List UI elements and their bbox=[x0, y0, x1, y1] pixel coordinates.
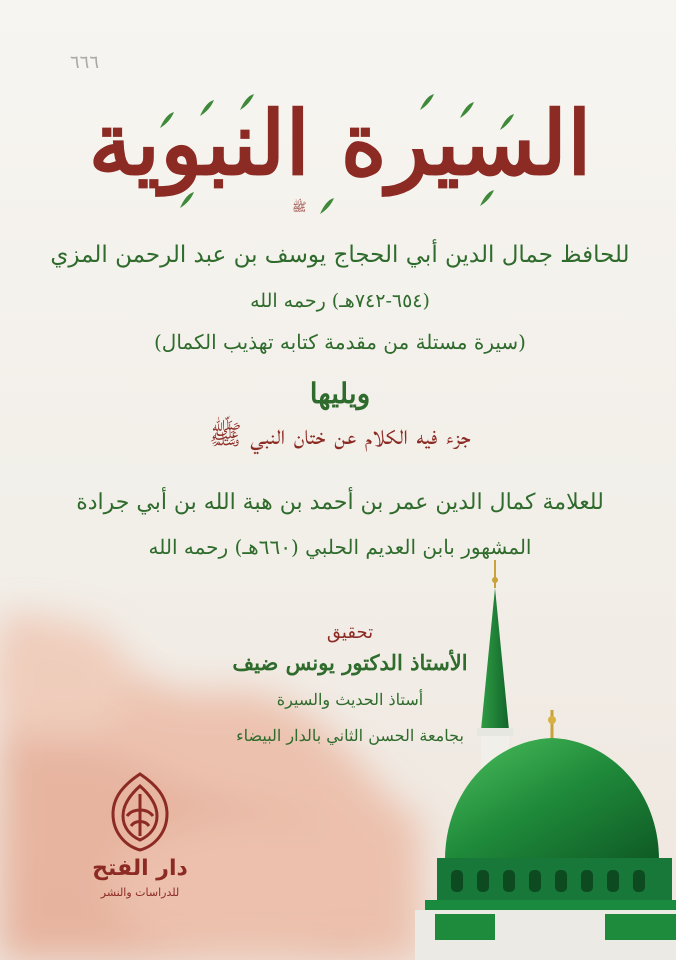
publisher-subtitle: للدراسات والنشر bbox=[100, 886, 180, 899]
editor-role: أستاذ الحديث والسيرة bbox=[276, 690, 424, 709]
publisher-name: دار الفتح bbox=[92, 856, 188, 881]
book-title: السيرة النبوية bbox=[88, 91, 592, 195]
author-line: للحافظ جمال الدين أبي الحجاج يوسف بن عبد الرحمن المزي bbox=[50, 242, 630, 268]
title-honorific: ﷺ bbox=[292, 200, 307, 214]
publisher-emblem-icon bbox=[105, 770, 175, 854]
publisher-logo bbox=[80, 770, 200, 920]
green-dome-illustration bbox=[415, 560, 676, 960]
subtitle-line: (سيرة مستلة من مقدمة كتابه تهذيب الكمال) bbox=[153, 330, 526, 354]
editor-label: تحقيق bbox=[326, 622, 374, 643]
editor-name: الأستاذ الدكتور يونس ضيف bbox=[232, 650, 468, 675]
corner-handwritten-mark: ٦٦٦ bbox=[70, 52, 100, 73]
second-author-line: للعلامة كمال الدين عمر بن أحمد بن هبة الله بن أبي جرادة bbox=[76, 490, 604, 515]
followed-by: ويليها bbox=[309, 377, 371, 410]
second-title: جزء فيه الكلام عن ختان النبي ﷺ bbox=[209, 420, 471, 451]
author-dates: (٦٥٤-٧٤٢هـ) رحمه الله bbox=[250, 290, 430, 312]
second-author-known-as: المشهور بابن العديم الحلبي (٦٦٠هـ) رحمه الله bbox=[148, 535, 532, 559]
editor-affiliation: بجامعة الحسن الثاني بالدار البيضاء bbox=[236, 726, 464, 745]
